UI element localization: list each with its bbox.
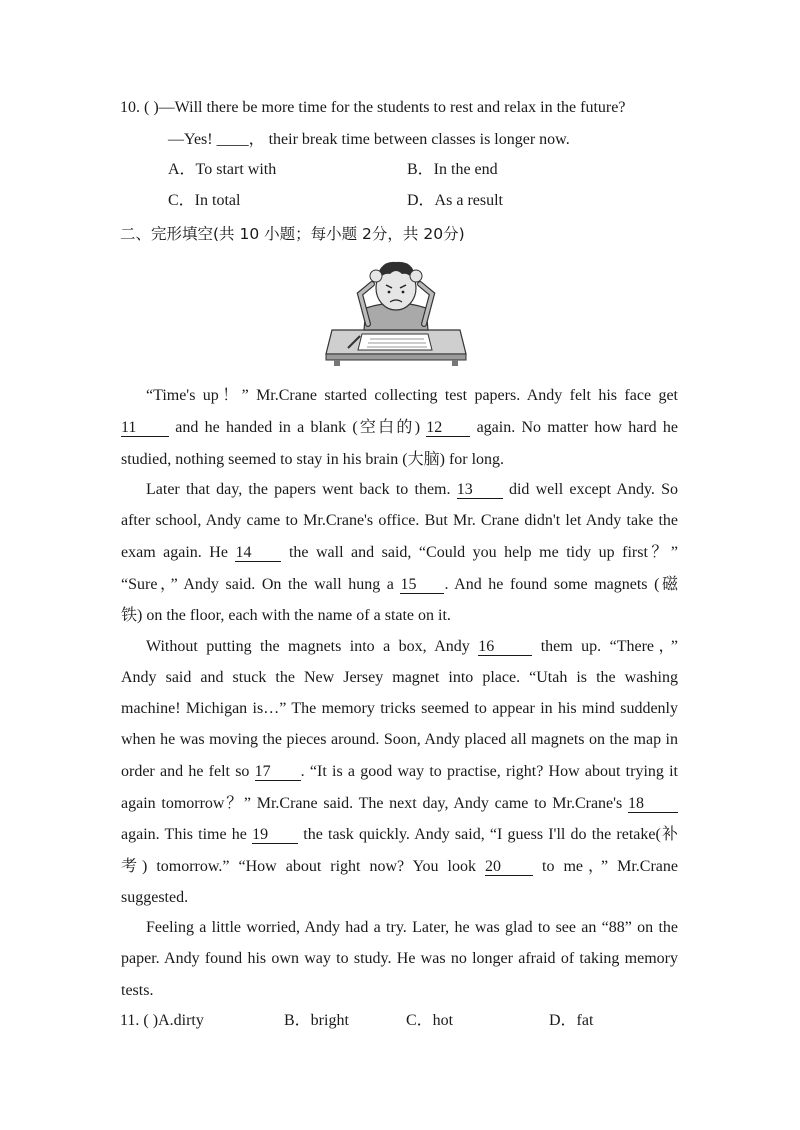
passage-line-15 <box>121 825 678 845</box>
passage-text: again. No matter how hard he <box>476 419 679 436</box>
blank-20[interactable]: 20 <box>485 858 533 876</box>
passage-text: 考) tomorrow.” “How about right now? You look <box>121 858 476 875</box>
blank-11[interactable]: 11 <box>121 419 169 437</box>
passage-text: . “It is a good way to practise, right? How about trying it <box>300 763 679 780</box>
q10-stem: 10. ( )—Will there be more time for the students to rest and relax in the future? <box>120 99 626 116</box>
passage-text: did well except Andy. So <box>508 481 679 498</box>
passage-line-11: machine! Michigan is…” The memory tricks seemed to appear in his mind suddenly <box>121 700 678 717</box>
passage-line-4 <box>121 480 678 500</box>
passage-line-8: 铁) on the floor, each with the name of a state on it. <box>121 607 451 624</box>
q11-option-b: B．bright <box>284 1012 349 1029</box>
blank-19[interactable]: 19 <box>252 826 298 844</box>
passage-text: to me，” Mr.Crane <box>542 858 679 875</box>
passage-line-2 <box>121 418 678 438</box>
passage-line-9 <box>121 637 678 657</box>
passage-line-5: after school, Andy came to Mr.Crane's office. But Mr. Crane didn't let Andy take the <box>121 512 678 529</box>
passage-text: Without putting the magnets into a box, Andy <box>146 638 470 655</box>
student-illustration <box>320 254 472 366</box>
passage-line-18 <box>121 918 678 938</box>
blank-18[interactable]: 18 <box>628 795 678 813</box>
passage-text: Feeling a little worried, Andy had a try. Later, he was glad to see an “88” on the <box>146 919 678 936</box>
passage-line-16 <box>121 857 678 877</box>
blank-13[interactable]: 13 <box>457 481 503 499</box>
passage-line-6 <box>121 543 678 563</box>
blank-16[interactable]: 16 <box>478 638 532 656</box>
passage-line-17: suggested. <box>121 889 189 906</box>
passage-text: again. This time he <box>121 826 247 843</box>
passage-text: test papers. Andy felt his face get <box>444 387 678 404</box>
passage-line-12: when he was moving the pieces around. Soon, Andy placed all magnets on the map in <box>121 731 678 748</box>
passage-line-10: Andy said and stuck the New Jersey magnet into place. “Utah is the washing <box>121 669 678 686</box>
passage-text: the task quickly. Andy said, “I guess I'll do the retake(补 <box>303 826 679 843</box>
passage-text: “Time's up！” Mr.Crane started collecting <box>146 387 438 404</box>
passage-text: them up. “There，” <box>540 638 678 655</box>
passage-line-19: paper. Andy found his own way to study. He was no longer afraid of taking memory <box>121 950 678 967</box>
q10-option-a: A．To start with <box>168 161 277 178</box>
passage-text: the wall and said, “Could you help me tidy up first？” <box>288 544 678 561</box>
blank-14[interactable]: 14 <box>235 544 281 562</box>
passage-line-14 <box>121 794 678 814</box>
blank-17[interactable]: 17 <box>255 763 301 781</box>
passage-text: and he handed in a blank (空白的) <box>175 419 421 436</box>
passage-text: exam again. He <box>121 544 228 561</box>
q10-option-c: C．In total <box>168 192 241 209</box>
q11-option-d: D．fat <box>549 1012 594 1029</box>
passage-text: order and he felt so <box>121 763 250 780</box>
passage-line-7 <box>121 575 678 595</box>
section-title: 二、完形填空(共 10 小题；每小题 2分，共 20分) <box>120 225 465 243</box>
passage-line-13 <box>121 762 678 782</box>
passage-text: Later that day, the papers went back to them. <box>146 481 451 498</box>
passage-line-1 <box>121 386 678 406</box>
q10-reply: —Yes! ____， their break time between classes is longer now. <box>168 131 570 148</box>
passage-line-3: studied, nothing seemed to stay in his brain (大脑) for long. <box>121 451 505 468</box>
passage-text: . And he found some magnets (磁 <box>444 576 679 593</box>
passage-line-20: tests. <box>121 982 154 999</box>
passage-text: again tomorrow？” Mr.Crane said. The next day, Andy came to Mr.Crane's <box>121 795 623 812</box>
blank-15[interactable]: 15 <box>400 576 444 594</box>
blank-12[interactable]: 12 <box>426 419 470 437</box>
q10-option-d: D．As a result <box>407 192 503 209</box>
q11-option-c: C．hot <box>406 1012 454 1029</box>
passage-text: “Sure，” Andy said. On the wall hung a <box>121 576 394 593</box>
q11-stem: 11. ( )A.dirty <box>120 1012 204 1029</box>
q10-option-b: B．In the end <box>407 161 498 178</box>
